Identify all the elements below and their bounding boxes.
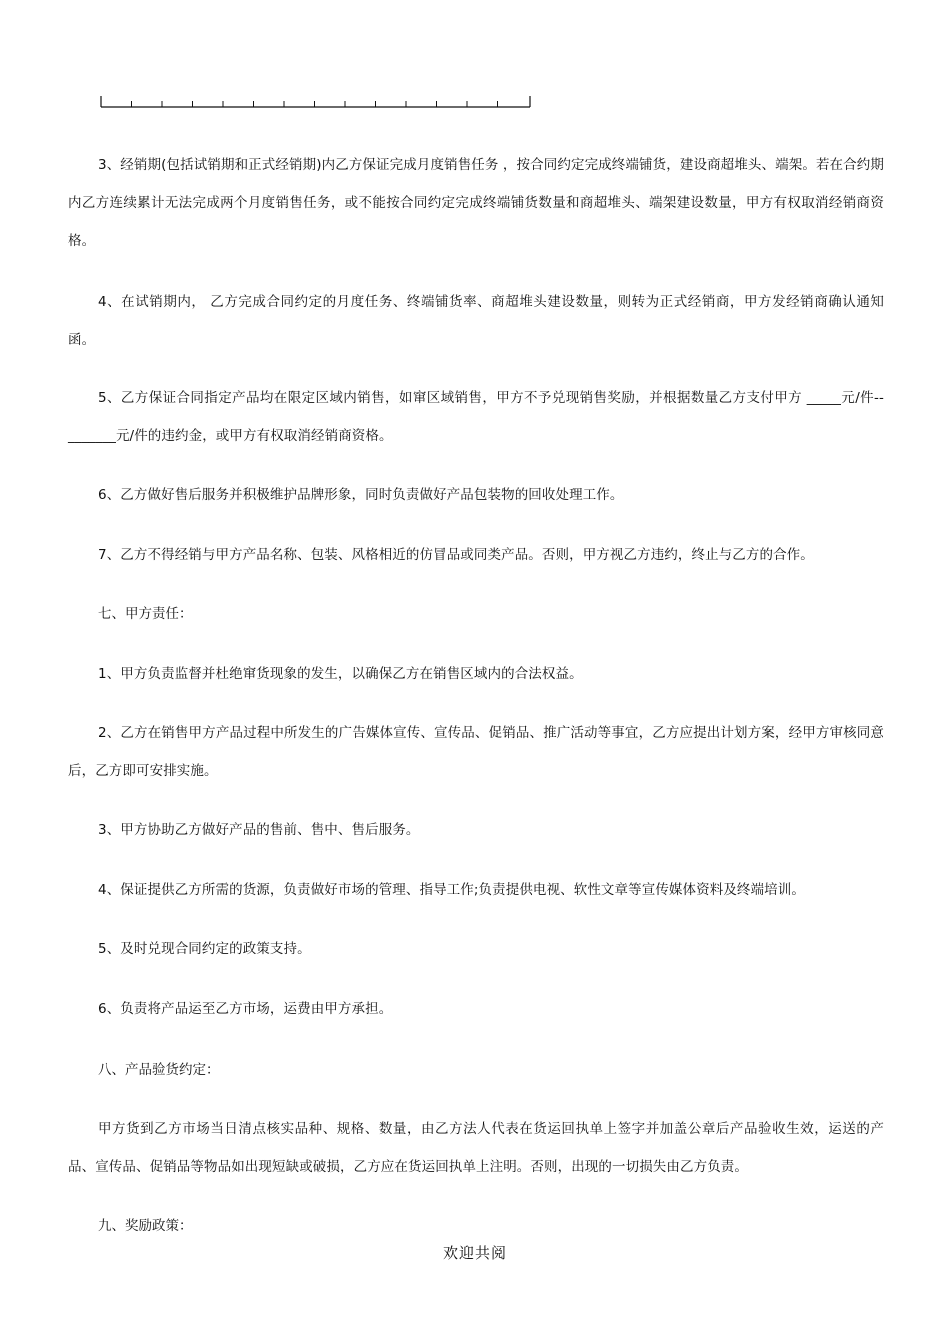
duty-4: 4、保证提供乙方所需的货源，负责做好市场的管理、指导工作;负责提供电视、软性文章等宣传媒体资料及终端培训。	[98, 882, 805, 898]
duty-6: 6、负责将产品运至乙方市场，运费由甲方承担。	[98, 1001, 393, 1017]
footer-text: 欢迎共阅	[442, 1244, 507, 1262]
section-heading-7: 七、甲方责任：	[98, 606, 193, 622]
clause-6: 6、乙方做好售后服务并积极维护品牌形象，同时负责做好产品包装物的回收处理工作。	[98, 487, 624, 503]
duty-1: 1、甲方负责监督并杜绝窜货现象的发生，以确保乙方在销售区域内的合法权益。	[98, 666, 583, 682]
duty-5: 5、及时兑现合同约定的政策支持。	[98, 941, 311, 957]
clause-3: 3、经销期(包括试销期和正式经销期)内乙方保证完成月度销售任务 ，按合同约定完成终端铺货，建设商超堆头、端架。若在合约期内乙方连续累计无法完成两个月度销售任务，或不能按合同约定完成终端铺货数量和商超堆头、端架建设数量，甲方有权取消经销商资格。	[68, 157, 884, 249]
duty-2: 2、乙方在销售甲方产品过程中所发生的广告媒体宣传、宣传品、促销品、推广活动等事宜，乙方应提出计划方案，经甲方审核同意后，乙方即可安排实施。	[68, 725, 884, 779]
blank-cell-row	[100, 96, 531, 108]
clause-5: 5、乙方保证合同指定产品均在限定区域内销售，如窜区域销售，甲方不予兑现销售奖励，并根据数量乙方支付甲方 _____元/件-- _______元/件的违约金，或甲方有权取消经销商资格。	[68, 390, 884, 444]
blank-cells-graphic	[100, 96, 531, 108]
section-heading-8: 八、产品验货约定：	[98, 1062, 220, 1078]
inspection-clause: 甲方货到乙方市场当日清点核实品种、规格、数量，由乙方法人代表在货运回执单上签字并加盖公章后产品验收生效，运送的产品、宣传品、促销品等物品如出现短缺或破损，乙方应在货运回执单上注明。否则，出现的一切损失由乙方负责。	[68, 1121, 884, 1175]
duty-3: 3、甲方协助乙方做好产品的售前、售中、售后服务。	[98, 822, 420, 838]
section-heading-9: 九、奖励政策：	[98, 1218, 193, 1234]
clause-4: 4、在试销期内， 乙方完成合同约定的月度任务、终端铺货率、商超堆头建设数量，则转为正式经销商，甲方发经销商确认通知函。	[68, 294, 884, 348]
clause-7: 7、乙方不得经销与甲方产品名称、包装、风格相近的仿冒品或同类产品。否则，甲方视乙方违约，终止与乙方的合作。	[98, 547, 814, 563]
